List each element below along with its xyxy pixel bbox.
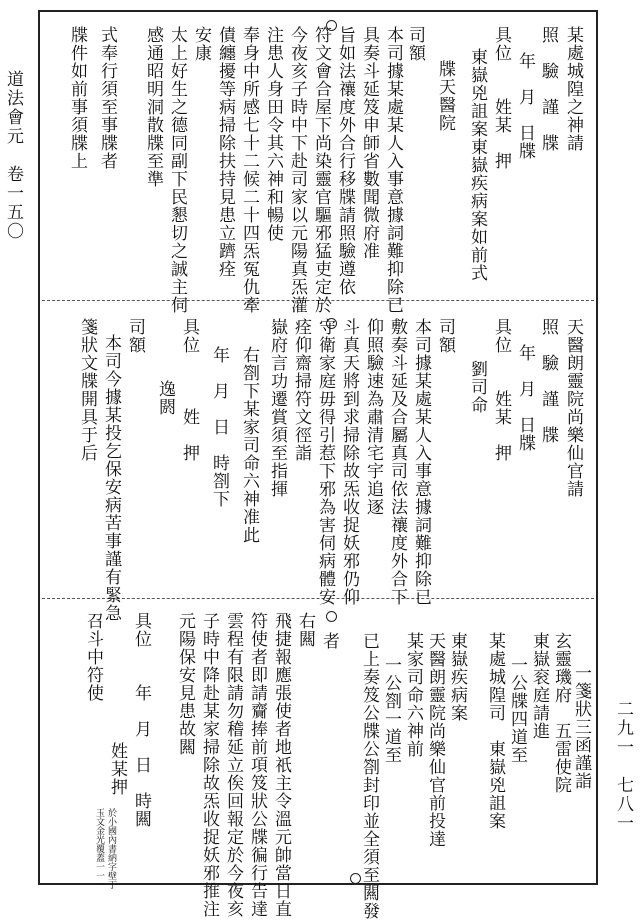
middle-col: 天醫朗靈院尚樂仙官請 xyxy=(563,318,583,498)
circle-mark xyxy=(326,611,337,622)
top-col: 太上好生之德同副下民懇切之誠主伺 xyxy=(167,26,187,314)
bottom-col: 某家司命六神前 xyxy=(403,632,423,758)
bottom-col: 右闗 xyxy=(295,612,315,648)
middle-col: 司額 xyxy=(125,318,145,354)
middle-col: 具位 姓某 押 xyxy=(491,318,511,462)
bottom-col: 者 xyxy=(319,632,339,650)
middle-col: 本司據某處某人入事意據詞難抑除已 xyxy=(411,318,431,606)
top-col: 本司據某處某人入事意據詞難抑除已 xyxy=(383,26,403,314)
bottom-col: 天醫朗靈院尚樂仙官前投達 xyxy=(425,632,445,848)
margin-book-title: 道法會元 卷一五〇 xyxy=(3,70,23,241)
bottom-col: 召斗中符使 xyxy=(83,612,103,702)
bottom-col: 一箋狀三函謹詣 xyxy=(571,664,591,790)
middle-col: 年 月 日 時劄下 xyxy=(209,346,229,508)
top-col: 照 驗 謹 牒 xyxy=(538,26,558,152)
top-col: 牒天醫院 xyxy=(435,60,455,132)
top-col: 式奉行須至事牒者 xyxy=(97,26,117,170)
middle-col: 司額 xyxy=(435,318,455,354)
bottom-col: 一公牒四道至 xyxy=(507,656,527,764)
bottom-col: 具位 年 月 日 時闗 xyxy=(131,612,151,828)
top-col: 符文會合屋下尚染靈官驅邪猛吏定於 xyxy=(311,26,331,314)
top-col: 債纏擾等病掃除扶持見患立躋痊 xyxy=(215,26,235,278)
top-col: 年 月 日牒 xyxy=(515,52,535,160)
top-col: 感通昭明洞散牒至準 xyxy=(143,26,163,188)
top-col: 牒件如前事須牒上 xyxy=(67,26,87,170)
middle-col: 痊仰齋掃符文徑詣 xyxy=(291,318,311,462)
top-col: 東嶽兇詛案東嶽疾病案如前式 xyxy=(467,48,487,282)
middle-col: 斗真天將到求掃除故炁收捉妖邪仍仰 xyxy=(339,318,359,606)
top-col: 具奏斗延笈申師省數聞微府准 xyxy=(359,26,379,260)
bottom-col: 玄靈璣府 五雷使院 xyxy=(551,632,571,794)
top-col: 具位 姓某 押 xyxy=(491,26,511,170)
bottom-col: 姓某押 xyxy=(107,670,127,796)
top-col: 奉身中所感七十二候二十四炁冤仇牽 xyxy=(239,26,259,314)
bottom-col: 元陽保安見患故闗 xyxy=(175,612,195,756)
middle-col: 嶽府言功遷賞須至指揮 xyxy=(267,318,287,498)
middle-col: 敷奏斗延及合屬真司依法禳度外合下 xyxy=(387,318,407,606)
middle-col: 逸閼 xyxy=(155,380,175,416)
middle-col: 右劄下某家司命六神准此 xyxy=(239,346,259,544)
bottom-col: 某處城隍司 東嶽兇詛案 xyxy=(485,632,505,830)
top-col: 某處城隍之神請 xyxy=(563,26,583,152)
bottom-col: 東嶽衮庭請進 xyxy=(529,632,549,740)
signature-note: 於小國內書納字壁丁 xyxy=(106,808,116,889)
margin-page-number: 二九一 七八一 xyxy=(613,700,633,833)
middle-col: 照 驗 謹 牒 xyxy=(538,318,558,444)
middle-col: 劉司命 xyxy=(467,360,487,414)
bottom-col: 雲程有限請勿稽延立俟回報定於今夜亥 xyxy=(223,612,243,918)
middle-col: 本司今據某投乞保安病苦事謹有緊急 xyxy=(101,334,121,622)
bottom-col: 子時中降赴某家掃除故炁收捉妖邪推注 xyxy=(199,612,219,918)
bottom-col: 飛捷報應張使者地祇主令溫元帥當日直 xyxy=(271,612,291,918)
middle-col: 守衛家庭毋得引惹下邪為害伺病體安 xyxy=(315,318,335,606)
top-col: 今夜亥子時中下赴司家以元陽真炁灌 xyxy=(287,26,307,314)
middle-col: 具位 姓 押 xyxy=(179,318,199,462)
top-col: 注患人身田令其六神和暢使 xyxy=(263,26,283,242)
middle-col: 年 月 日牒 xyxy=(515,344,535,452)
bottom-col: 已上奏笈公牒公劄封印並全須至闗發 xyxy=(359,632,379,920)
bottom-col: 東嶽疾病案 xyxy=(447,632,467,722)
bottom-col: 一公劄一道至 xyxy=(381,656,401,764)
signature-note: 玉文金光覆蓋一一一 xyxy=(94,808,104,889)
middle-col: 仰照驗速為肅清宅宇追逐 xyxy=(363,318,383,516)
bottom-col: 符使者即請齎捧前項笈狀公牒徧行告達 xyxy=(247,612,267,918)
middle-col: 箋狀文牒開具于后 xyxy=(77,318,97,462)
top-col: 旨如法禳度外合行移牒請照驗遵依 xyxy=(335,26,355,296)
top-col: 安康 xyxy=(191,26,211,62)
top-col: 司額 xyxy=(405,26,425,62)
